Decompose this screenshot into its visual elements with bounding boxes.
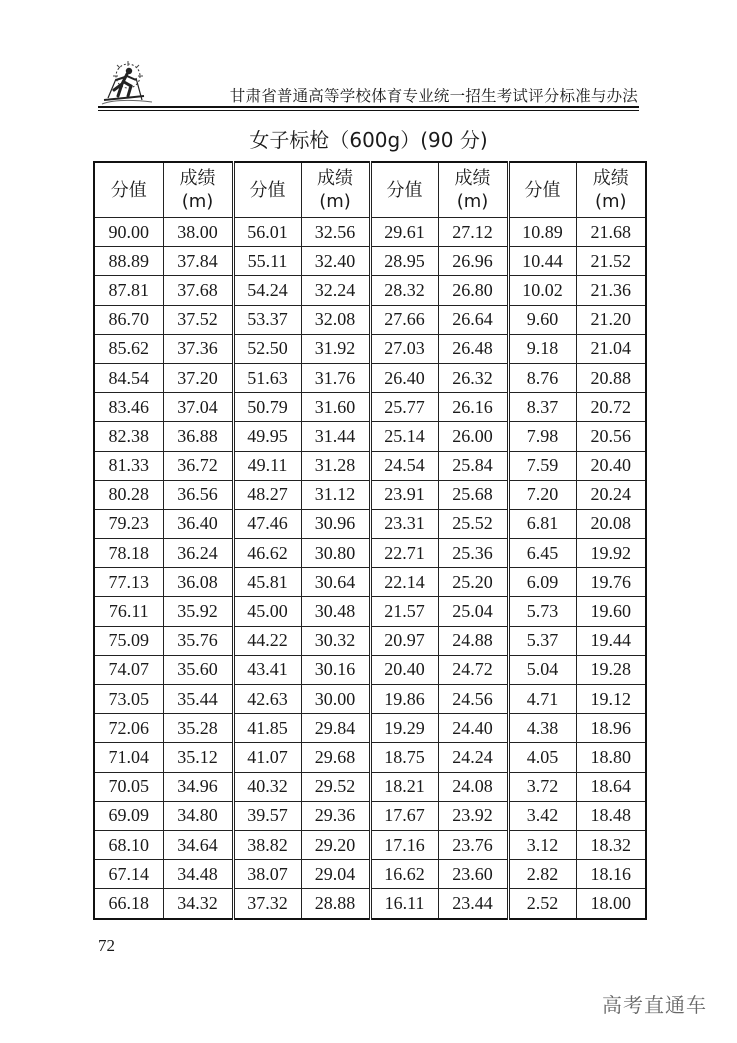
result-cell: 30.48	[301, 597, 370, 626]
score-cell: 5.04	[508, 655, 576, 684]
table-row	[94, 218, 646, 247]
result-cell: 30.96	[301, 509, 370, 538]
header-result	[438, 162, 508, 218]
result-cell: 24.08	[438, 772, 508, 801]
score-cell: 51.63	[233, 363, 301, 392]
result-cell: 32.56	[301, 218, 370, 247]
result-cell: 20.72	[576, 393, 646, 422]
score-cell: 76.11	[94, 597, 163, 626]
result-cell: 36.88	[163, 422, 233, 451]
score-cell: 67.14	[94, 860, 163, 889]
running-header: 甘肃省普通高等学校体育专业统一招生考试评分标准与办法	[229, 87, 638, 105]
table-row	[94, 509, 646, 538]
result-cell: 35.12	[163, 743, 233, 772]
score-cell: 73.05	[94, 685, 163, 714]
result-cell: 26.32	[438, 363, 508, 392]
table-row	[94, 247, 646, 276]
score-cell: 28.95	[370, 247, 438, 276]
score-cell: 7.20	[508, 480, 576, 509]
score-cell: 49.11	[233, 451, 301, 480]
score-cell: 88.89	[94, 247, 163, 276]
score-cell: 6.81	[508, 509, 576, 538]
result-cell: 19.28	[576, 655, 646, 684]
result-cell: 26.16	[438, 393, 508, 422]
score-cell: 45.81	[233, 568, 301, 597]
score-cell: 20.40	[370, 655, 438, 684]
score-cell: 41.85	[233, 714, 301, 743]
table-row	[94, 830, 646, 859]
result-cell: 29.52	[301, 772, 370, 801]
result-cell: 21.52	[576, 247, 646, 276]
result-cell: 29.36	[301, 801, 370, 830]
result-cell: 26.48	[438, 334, 508, 363]
score-cell: 4.38	[508, 714, 576, 743]
header-score: 分值	[233, 162, 301, 218]
score-cell: 22.14	[370, 568, 438, 597]
result-cell: 30.32	[301, 626, 370, 655]
table-row	[94, 363, 646, 392]
score-cell: 3.72	[508, 772, 576, 801]
result-cell: 31.76	[301, 363, 370, 392]
header-result-text: 成绩 (m)	[317, 168, 353, 212]
score-cell: 75.09	[94, 626, 163, 655]
score-cell: 9.18	[508, 334, 576, 363]
score-cell: 56.01	[233, 218, 301, 247]
score-cell: 78.18	[94, 539, 163, 568]
result-cell: 30.64	[301, 568, 370, 597]
score-cell: 2.82	[508, 860, 576, 889]
score-cell: 82.38	[94, 422, 163, 451]
result-cell: 18.96	[576, 714, 646, 743]
result-cell: 29.68	[301, 743, 370, 772]
table-row	[94, 597, 646, 626]
header-result	[163, 162, 233, 218]
watermark: 高考直通车	[602, 993, 707, 1017]
result-cell: 19.12	[576, 685, 646, 714]
result-cell: 19.76	[576, 568, 646, 597]
result-cell: 20.08	[576, 509, 646, 538]
score-cell: 9.60	[508, 305, 576, 334]
result-cell: 26.64	[438, 305, 508, 334]
result-cell: 32.24	[301, 276, 370, 305]
result-cell: 35.44	[163, 685, 233, 714]
result-cell: 37.52	[163, 305, 233, 334]
result-cell: 19.60	[576, 597, 646, 626]
result-cell: 23.44	[438, 889, 508, 919]
header-score: 分值	[508, 162, 576, 218]
table-row	[94, 393, 646, 422]
result-cell: 34.64	[163, 830, 233, 859]
result-cell: 20.56	[576, 422, 646, 451]
header-result-text: 成绩 (m)	[179, 168, 216, 212]
result-cell: 26.96	[438, 247, 508, 276]
score-cell: 22.71	[370, 539, 438, 568]
score-cell: 48.27	[233, 480, 301, 509]
result-cell: 24.40	[438, 714, 508, 743]
skier-icon	[98, 60, 156, 108]
table-row	[94, 334, 646, 363]
score-cell: 10.89	[508, 218, 576, 247]
table-row	[94, 685, 646, 714]
page-number: 72	[98, 936, 115, 955]
score-cell: 10.02	[508, 276, 576, 305]
score-cell: 20.97	[370, 626, 438, 655]
result-cell: 18.48	[576, 801, 646, 830]
result-cell: 29.20	[301, 830, 370, 859]
score-cell: 8.37	[508, 393, 576, 422]
score-cell: 2.52	[508, 889, 576, 919]
result-cell: 37.36	[163, 334, 233, 363]
score-cell: 71.04	[94, 743, 163, 772]
score-cell: 23.31	[370, 509, 438, 538]
table-row	[94, 422, 646, 451]
score-cell: 38.07	[233, 860, 301, 889]
result-cell: 21.04	[576, 334, 646, 363]
score-cell: 3.12	[508, 830, 576, 859]
result-cell: 18.64	[576, 772, 646, 801]
score-cell: 90.00	[94, 218, 163, 247]
result-cell: 30.00	[301, 685, 370, 714]
result-cell: 34.48	[163, 860, 233, 889]
score-cell: 40.32	[233, 772, 301, 801]
score-cell: 7.59	[508, 451, 576, 480]
score-cell: 24.54	[370, 451, 438, 480]
score-cell: 4.05	[508, 743, 576, 772]
result-cell: 24.88	[438, 626, 508, 655]
score-cell: 37.32	[233, 889, 301, 919]
score-cell: 7.98	[508, 422, 576, 451]
result-cell: 24.56	[438, 685, 508, 714]
result-cell: 31.60	[301, 393, 370, 422]
score-cell: 69.09	[94, 801, 163, 830]
table-row	[94, 801, 646, 830]
result-cell: 26.80	[438, 276, 508, 305]
result-cell: 37.20	[163, 363, 233, 392]
header-rule-thin	[98, 110, 639, 111]
result-cell: 35.92	[163, 597, 233, 626]
score-cell: 6.09	[508, 568, 576, 597]
score-cell: 18.21	[370, 772, 438, 801]
result-cell: 27.12	[438, 218, 508, 247]
result-cell: 30.80	[301, 539, 370, 568]
result-cell: 36.24	[163, 539, 233, 568]
result-cell: 35.76	[163, 626, 233, 655]
result-cell: 25.20	[438, 568, 508, 597]
score-cell: 45.00	[233, 597, 301, 626]
table-row	[94, 860, 646, 889]
result-cell: 31.28	[301, 451, 370, 480]
score-cell: 52.50	[233, 334, 301, 363]
score-cell: 27.66	[370, 305, 438, 334]
score-cell: 18.75	[370, 743, 438, 772]
result-cell: 28.88	[301, 889, 370, 919]
result-cell: 19.44	[576, 626, 646, 655]
table-row	[94, 655, 646, 684]
score-cell: 17.67	[370, 801, 438, 830]
result-cell: 26.00	[438, 422, 508, 451]
score-cell: 54.24	[233, 276, 301, 305]
table-header-row	[94, 162, 646, 218]
score-cell: 19.86	[370, 685, 438, 714]
score-cell: 4.71	[508, 685, 576, 714]
table-row	[94, 772, 646, 801]
score-cell: 25.77	[370, 393, 438, 422]
score-cell: 79.23	[94, 509, 163, 538]
header-result	[576, 162, 646, 218]
score-cell: 66.18	[94, 889, 163, 919]
score-cell: 84.54	[94, 363, 163, 392]
result-cell: 20.24	[576, 480, 646, 509]
score-cell: 10.44	[508, 247, 576, 276]
score-cell: 49.95	[233, 422, 301, 451]
result-cell: 23.76	[438, 830, 508, 859]
result-cell: 24.72	[438, 655, 508, 684]
result-cell: 21.36	[576, 276, 646, 305]
result-cell: 37.84	[163, 247, 233, 276]
result-cell: 25.68	[438, 480, 508, 509]
score-cell: 5.37	[508, 626, 576, 655]
table-row	[94, 451, 646, 480]
score-cell: 81.33	[94, 451, 163, 480]
result-cell: 30.16	[301, 655, 370, 684]
score-cell: 8.76	[508, 363, 576, 392]
score-cell: 53.37	[233, 305, 301, 334]
header-rule	[98, 106, 639, 108]
score-cell: 41.07	[233, 743, 301, 772]
result-cell: 25.04	[438, 597, 508, 626]
result-cell: 36.72	[163, 451, 233, 480]
score-cell: 50.79	[233, 393, 301, 422]
table-row	[94, 889, 646, 919]
score-cell: 29.61	[370, 218, 438, 247]
header-result-text: 成绩 (m)	[592, 168, 629, 212]
result-cell: 38.00	[163, 218, 233, 247]
result-cell: 34.96	[163, 772, 233, 801]
result-cell: 35.60	[163, 655, 233, 684]
scoring-table	[93, 161, 647, 920]
result-cell: 34.80	[163, 801, 233, 830]
result-cell: 36.08	[163, 568, 233, 597]
result-cell: 29.84	[301, 714, 370, 743]
result-cell: 18.00	[576, 889, 646, 919]
score-cell: 42.63	[233, 685, 301, 714]
score-cell: 6.45	[508, 539, 576, 568]
result-cell: 34.32	[163, 889, 233, 919]
result-cell: 32.40	[301, 247, 370, 276]
table-row	[94, 539, 646, 568]
score-cell: 25.14	[370, 422, 438, 451]
table-row	[94, 626, 646, 655]
score-cell: 87.81	[94, 276, 163, 305]
result-cell: 31.12	[301, 480, 370, 509]
score-cell: 16.11	[370, 889, 438, 919]
score-cell: 27.03	[370, 334, 438, 363]
table-row	[94, 480, 646, 509]
result-cell: 21.68	[576, 218, 646, 247]
header-result-text: 成绩 (m)	[454, 168, 491, 212]
page-title: 女子标枪（600g）(90 分)	[249, 128, 488, 152]
score-cell: 70.05	[94, 772, 163, 801]
score-cell: 46.62	[233, 539, 301, 568]
result-cell: 23.60	[438, 860, 508, 889]
header-score: 分值	[94, 162, 163, 218]
result-cell: 37.04	[163, 393, 233, 422]
result-cell: 18.32	[576, 830, 646, 859]
table-row	[94, 714, 646, 743]
score-cell: 21.57	[370, 597, 438, 626]
score-cell: 5.73	[508, 597, 576, 626]
result-cell: 31.44	[301, 422, 370, 451]
score-cell: 85.62	[94, 334, 163, 363]
table-row	[94, 276, 646, 305]
score-cell: 26.40	[370, 363, 438, 392]
score-cell: 23.91	[370, 480, 438, 509]
score-cell: 77.13	[94, 568, 163, 597]
result-cell: 25.84	[438, 451, 508, 480]
result-cell: 18.80	[576, 743, 646, 772]
score-cell: 83.46	[94, 393, 163, 422]
result-cell: 18.16	[576, 860, 646, 889]
header-result	[301, 162, 370, 218]
result-cell: 32.08	[301, 305, 370, 334]
result-cell: 24.24	[438, 743, 508, 772]
score-cell: 72.06	[94, 714, 163, 743]
header-score: 分值	[370, 162, 438, 218]
score-cell: 38.82	[233, 830, 301, 859]
score-cell: 19.29	[370, 714, 438, 743]
table-row	[94, 743, 646, 772]
result-cell: 31.92	[301, 334, 370, 363]
result-cell: 19.92	[576, 539, 646, 568]
score-cell: 47.46	[233, 509, 301, 538]
score-cell: 3.42	[508, 801, 576, 830]
result-cell: 29.04	[301, 860, 370, 889]
score-cell: 55.11	[233, 247, 301, 276]
score-cell: 43.41	[233, 655, 301, 684]
result-cell: 25.36	[438, 539, 508, 568]
result-cell: 36.56	[163, 480, 233, 509]
score-cell: 86.70	[94, 305, 163, 334]
result-cell: 23.92	[438, 801, 508, 830]
result-cell: 36.40	[163, 509, 233, 538]
result-cell: 25.52	[438, 509, 508, 538]
result-cell: 20.40	[576, 451, 646, 480]
score-cell: 28.32	[370, 276, 438, 305]
score-cell: 16.62	[370, 860, 438, 889]
score-cell: 44.22	[233, 626, 301, 655]
result-cell: 21.20	[576, 305, 646, 334]
score-cell: 17.16	[370, 830, 438, 859]
table-row	[94, 568, 646, 597]
score-cell: 74.07	[94, 655, 163, 684]
score-cell: 68.10	[94, 830, 163, 859]
result-cell: 37.68	[163, 276, 233, 305]
score-cell: 39.57	[233, 801, 301, 830]
result-cell: 35.28	[163, 714, 233, 743]
score-cell: 80.28	[94, 480, 163, 509]
result-cell: 20.88	[576, 363, 646, 392]
table-row	[94, 305, 646, 334]
